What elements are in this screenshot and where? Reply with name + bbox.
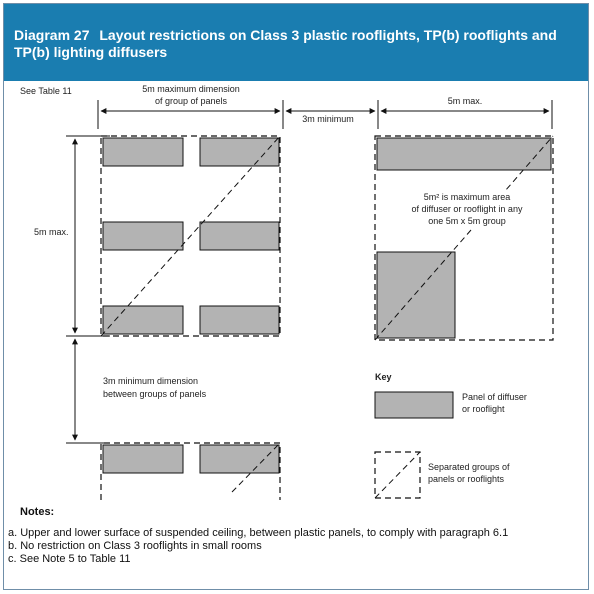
max-group-label-1: 5m maximum dimension <box>142 84 240 94</box>
see-table-label: See Table 11 <box>20 86 72 96</box>
left-panel-group <box>101 136 280 336</box>
max-group-label-2: of group of panels <box>154 96 228 106</box>
lower-panel-group <box>101 443 280 500</box>
key-group-label-2: panels or rooflights <box>428 474 505 484</box>
panel <box>377 138 551 170</box>
panel <box>200 306 279 334</box>
notes-section <box>8 506 578 566</box>
key-panel-label-2: or rooflight <box>462 404 505 414</box>
right-panel-group <box>375 136 553 340</box>
panel <box>200 222 279 250</box>
note-item: a. Upper and lower surface of suspended ceiling, between plastic panels, to comply with paragraph 6.1 <box>8 527 509 539</box>
min-3m-label: 3m minimum <box>302 114 354 124</box>
key-group-label-1: Separated groups of <box>428 462 510 472</box>
area-label-1: 5m² is maximum area <box>423 192 511 202</box>
max-5m-top-label: 5m max. <box>447 96 483 106</box>
panel <box>200 445 279 473</box>
note-item: b. No restriction on Class 3 rooflights in small rooms <box>8 540 262 552</box>
panel <box>103 138 183 166</box>
notes-heading: Notes: <box>20 506 55 518</box>
panel <box>103 222 183 250</box>
min-dimension-label-2: between groups of panels <box>103 389 207 399</box>
key <box>375 372 527 498</box>
area-label-2: of diffuser or rooflight in any <box>411 204 523 214</box>
min-dimension-label-1: 3m minimum dimension <box>103 376 199 386</box>
area-label-3: one 5m x 5m group <box>428 216 506 226</box>
key-title: Key <box>375 372 392 382</box>
max-5m-left-label: 5m max. <box>34 227 69 237</box>
panel <box>200 138 279 166</box>
diagram-title-text: Layout restrictions on Class 3 plastic rooflights, TP(b) rooflights and TP(b) lighting diffusers <box>14 27 557 60</box>
note-item: c. See Note 5 to Table 11 <box>8 553 131 565</box>
key-panel-swatch <box>375 392 453 418</box>
panel <box>103 445 183 473</box>
panel <box>377 252 455 338</box>
key-panel-label-1: Panel of diffuser <box>462 392 527 402</box>
diagram-number: Diagram 27 <box>14 27 90 43</box>
